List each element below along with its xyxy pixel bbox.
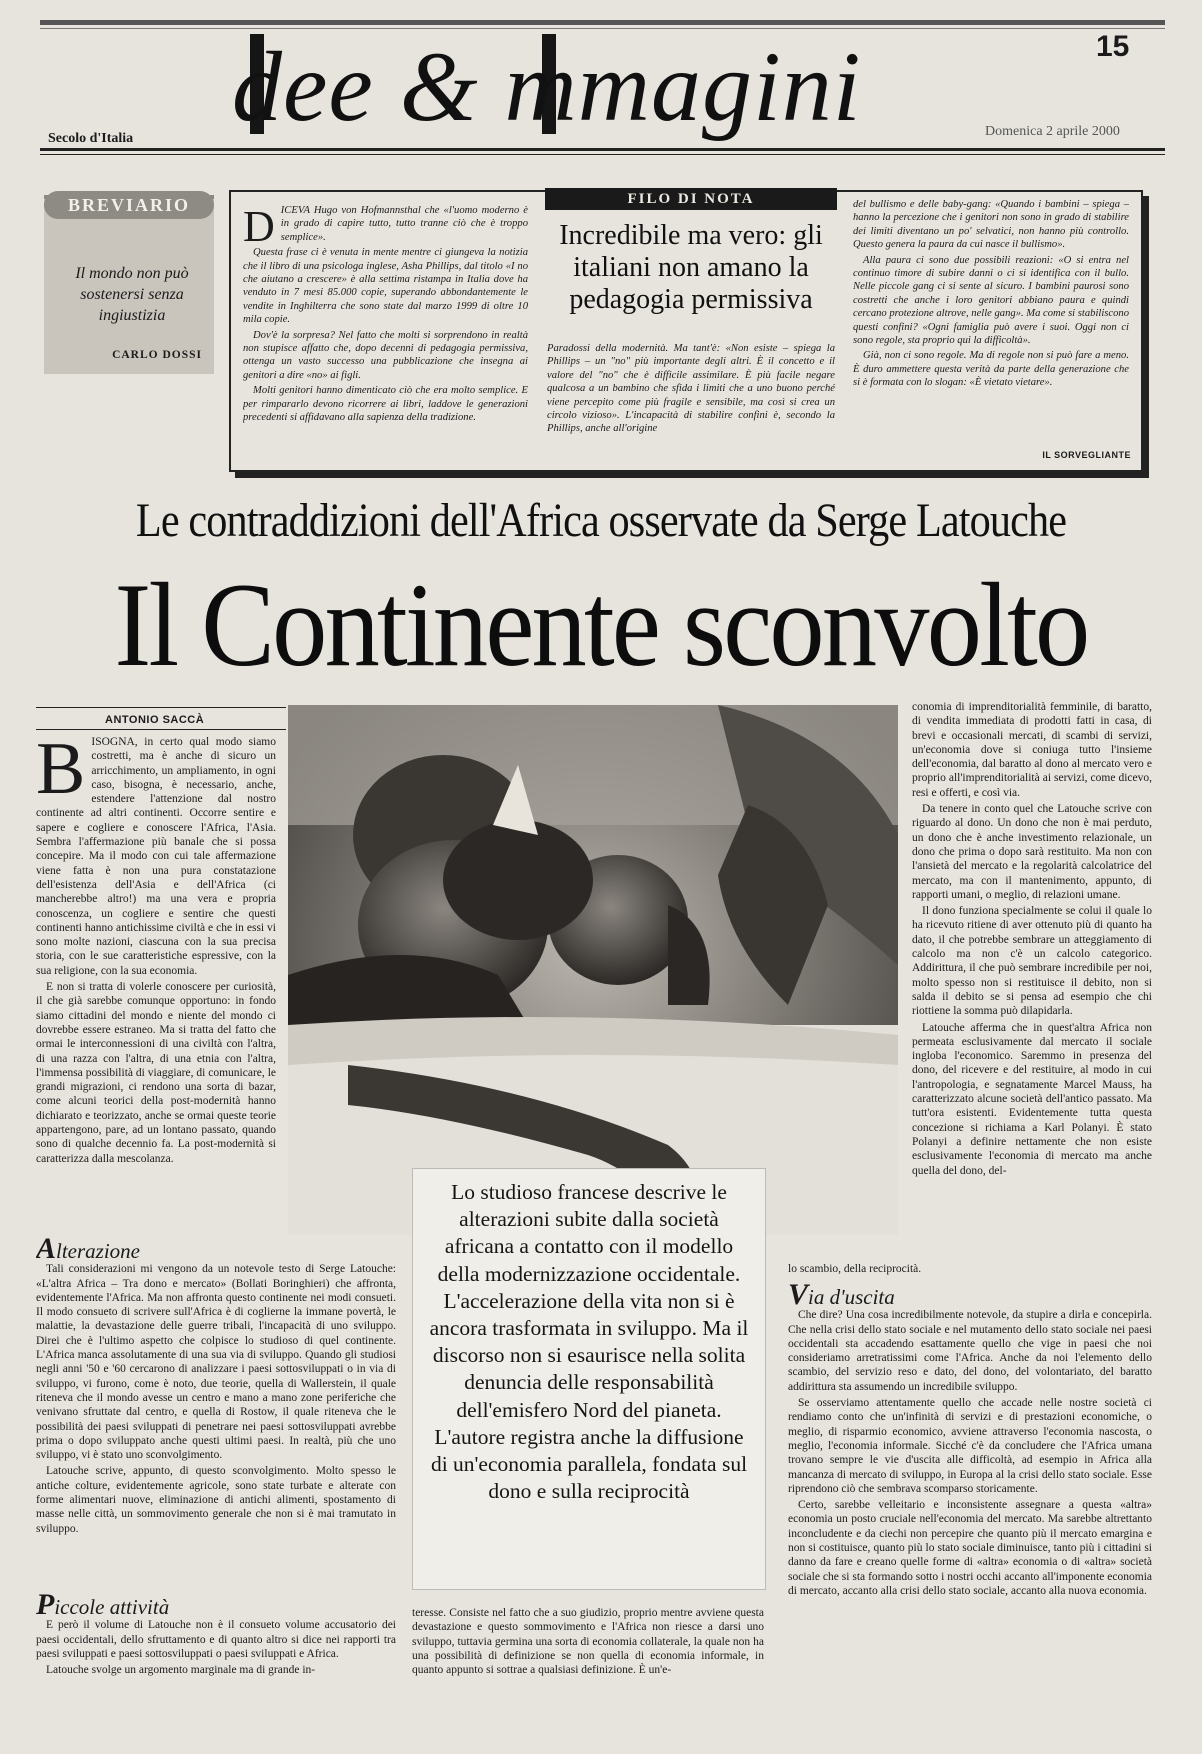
filo-col1-paragraph: Questa frase ci è venuta in mente mentre ci giungeva la notizia che il libro di una psicologa inglese, Asha Phillips, dal titolo «I no che aiutano a crescere» è alla settima ristampa in Italia dove ha venduto in 7 mesi 85.000 copie, superando abbondantemente le vendite in Inghilterra che sono state dal marzo 1999 di oltre 10 mila copie. <box>243 247 528 326</box>
article-kicker: Le contraddizioni dell'Africa osservate da Serge Latouche <box>135 494 1067 547</box>
right-column-continuation: lo scambio, della reciprocità. <box>788 1263 922 1275</box>
issue-date: Domenica 2 aprile 2000 <box>985 124 1120 139</box>
via-paragraph: Se osserviamo attentamente quello che accade nelle nostre società ci rendiamo conto che un'infinità di servizi e di prestazioni economiche, o meglio, di risparmio economico, avviene attraverso l'economia nascosta, o meglio, l'economia informale. Sicché c'è da concludere che l'Africa umana trovano sempre le vie d'uscita alle difficoltà, ad esempio in Africa alla mancanza di mercato di sviluppo, in Europa al la crisi dello stato sociale. Esse riprendono ciò che sembrava scomparso storicamente. <box>788 1397 1152 1495</box>
filo-col3-paragraph: del bullismo e delle baby-gang: «Quando i bambini – spiega – hanno la percezione che i genitori non sono in grado di stabilire dei limiti diventano un po' selvatici, non hanno più controllo. Questo genera la paura da cui nasce il bullismo». <box>853 199 1129 251</box>
filo-label: FILO DI NOTA <box>545 188 837 210</box>
alterazione-initial: A <box>36 1236 57 1265</box>
filo-col3-paragraph: Già, non ci sono regole. Ma di regole non si può fare a meno. È duro ammettere questa verità da parte della generazione che si è formata con lo slogan: «È vietato vietare». <box>853 350 1129 389</box>
breviario-box <box>44 195 214 374</box>
piccole-section <box>36 1592 396 1712</box>
article-photo <box>288 705 898 1235</box>
via-paragraph: Certo, sarebbe velleitario e inconsistente assegnare a questa «altra» economia un posto cruciale nell'economia del mercato. Ma sarebbe altrettanto inconcludente e da ciechi non percepire che quanto più il mercato emargina e non si costituisce, quanto più lo stato sociale diminuisce, tanto più i cittadini si danno da fare e creano quelle forme di «altra» economia o di «altra» società sociale che si sta formando sotto i nostri occhi accanto all'imponente economia di mercato, accanto alla crisi dello stato sociale, accanto alla nuova economia. <box>788 1499 1152 1597</box>
filo-dropcap: D <box>243 204 275 251</box>
page-number: 15 <box>1096 30 1130 63</box>
alterazione-title-rest: lterazione <box>56 1239 141 1263</box>
top-border-thin <box>40 28 1165 29</box>
piccole-title-rest: iccole attività <box>54 1595 170 1619</box>
piccole-heading <box>36 1592 396 1621</box>
right-paragraph: Il dono funziona specialmente se colui il quale lo ha ricevuto ritiene di aver ottenuto più di quanto ha dato, il che potrebbe sembrare un atteggiamento di calcolo ma non c'è un calcolo categorico. Addirittura, il che può sembrare incredibile per noi, molto spesso non si restituisce il debito, non si salda il debito se si pensa ad esempio che chi riottiene la somma può dilapidarla. <box>912 905 1152 1018</box>
filo-col-1 <box>243 204 528 464</box>
left-paragraph: ISOGNA, in certo qual modo siamo costretti, ma è anche di sicuro un arricchimento, un ampliamento, in ogni caso, bisogna, è necessario, anche, estendere l'attenzione dal nostro continente ad altri continenti. Occorre sentire e sapere e cogliere e conoscere l'Africa, l'Asia. Sembra l'affermazione più banale che si possa concepire. Ma il modo con cui tale affermazione viene fatta è non una pura constatazione dell'esistenza dell'Asia e dell'Africa (ci mancherebbe altro!) ma una vera e propria conoscenza, un cogliere e sentire che questi continenti hanno antichissime civiltà e che in essi vi sono molte nazioni, ciascuna con la sua precisa storia, con le sue caratteristiche espressive, con la sua religione, con la sua economia. <box>36 736 276 977</box>
alterazione-paragraph: Tali considerazioni mi vengono da un notevole testo di Serge Latouche: «L'altra Africa – Tra dono e mercato» (Bollati Boringhieri) che affronta, evidentemente l'Africa. Ma non affronta questo continente nei modi consueti. Il modo consueto di scrivere sull'Africa è di coglierne la immane povertà, le malattie, la devastazione delle guerre tribali, l'incapacità di uno sviluppo. Direi che è l'ultimo aspetto che colpisce lo studioso di quel continente. L'Africa manca assolutamente di una sua via di sviluppo. Quando gli studiosi negli anni '50 e '60 cercarono di analizzare i paesi sottosviluppati o in via di sviluppo, vi furono, come è noto, due teorie, quella di Wallerstein, il quale riteneva che il mondo avesse un centro e mano a mano zone periferiche che venivano sfruttate dal centro, e quella di Rostow, il quale riteneva che le possibilità dei paesi sviluppati di penetrare nei paesi sottosviluppati avrebbe prima o dopo sviluppato anche questi ultimi paesi. In realtà, più che uno sviluppo, vi è stato uno sconvolgimento. <box>36 1263 396 1462</box>
bottom-middle-column: teresse. Consiste nel fatto che a suo giudizio, proprio mentre avviene questa devastazione e questo sommovimento e l'Africa non riesce a darsi uno sviluppo, tuttavia germina una sorta di economia collaterale, la quale non ha una possibilità di definizione se non quella di economia informale, in quanto appunto si sottrae a qualsiasi definizione. È un'e- <box>412 1607 764 1677</box>
filo-col2-paragraph: Paradossi della modernità. Ma tant'è: «Non esiste – spiega la Phillips – un "no" più importante degli altri. È il concetto e il valore del "no" che è difficile assimilare. È più facile negare qualcosa a un bambino che sfida i limiti che a uno buono perché viene percepito come più fragile e sensibile, ma così si crea un circolo vizioso». L'incapacità di stabilire confini è, secondo la Phillips, anche all'origine <box>547 343 835 435</box>
right-column <box>912 700 1152 1230</box>
left-dropcap: B <box>36 735 86 810</box>
via-paragraph: Che dire? Una cosa incredibilmente notevole, da stupire a dirla e concepirla. Che nella crisi dello stato sociale e nel mutamento dello stato sociale nei paesi occidentali sta accadendo esattamente quello che vige in paesi che noi consideriamo arretratissimi come l'Africa. Anche da noi l'elemento dello scambio, del servizio reso e dato, del dono, del volontariato, del baratto addirittura sta assumendo un incredibile sviluppo. <box>788 1309 1152 1393</box>
filo-signature: IL SORVEGLIANTE <box>1042 450 1131 460</box>
via-initial: V <box>788 1282 809 1311</box>
filo-col-3 <box>853 198 1129 446</box>
filo-col-2 <box>545 188 837 436</box>
alterazione-heading <box>36 1236 396 1265</box>
filo-col3-paragraph: Alla paura ci sono due possibili reazioni: «O si entra nel continuo timore di subire danni o ci si identifica con il bullo. Nelle piccole gang ci si sente al sicuro. I bambini paurosi sono costretti che anche i loro genitori abbiano paura e quindi cercano protezione altrove, nelle gang». Ma come si stabiliscono questi confini? «Ogni famiglia può avere i suoi. Oggi non ci sono regole, sta proprio qui la difficoltà». <box>853 254 1129 347</box>
right-paragraph: Latouche afferma che in quest'altra Africa non permeata esclusivamente dal mercato il sociale ingloba l'economico. Saremmo in presenza del dono, del ricevere e del restituire, al modo in cui l'antropologia, e segnatamente Marcel Mauss, ha caratterizzato alcune società dell'antico passato. Ma tutt'ora esistenti. Evidentemente tutta questa concezione si richiama a Karl Polanyi. È stato Polanyi a definire nettamente che non esiste esclusivamente l'economia di mercato ma anche quella del dono, del- <box>912 1021 1152 1177</box>
breviario-quote: Il mondo non può sostenersi senza ingiustizia <box>75 265 189 324</box>
pullquote-text: Lo studioso francese descrive le alterazioni subite dalla società africana a contatto con il modello della modernizzazione occidentale. L'accelerazione della vita non si è ancora trasformata in sviluppo. Ma il discorso non si esaurisce nella solita denuncia delle responsabilità dell'emisfero Nord del pianeta. L'autore registra anche la diffusione di un'economia parallela, fondata sul dono e sulla reciprocità <box>429 1180 749 1504</box>
filo-di-nota-box <box>229 190 1143 472</box>
piccole-initial: P <box>36 1592 55 1621</box>
alterazione-section <box>36 1236 396 1586</box>
piccole-paragraph: Latouche svolge un argomento marginale ma di grande in- <box>46 1664 316 1677</box>
breviario-author: CARLO DOSSI <box>112 349 202 361</box>
alterazione-paragraph: Latouche scrive, appunto, di questo sconvolgimento. Molto spesso le antiche colture, evidentemente agricole, sono state turbate e alterate con forme alimentari nuove, eliminazione di antichi alimenti, spostamento di masse nelle città, un sommovimento generale che non si è mai tramutato in sviluppo. <box>36 1465 396 1535</box>
via-title-rest: ia d'uscita <box>808 1285 895 1309</box>
right-paragraph: Da tenere in conto quel che Latouche scrive con riguardo al dono. Un dono che non è mai perduto, un dono che è anche investimento relazionale, un dono che prima o dopo sarà restituito. Ma non con l'ansietà del mercato e la regolarità calcolatrice del mercato, ma con il mantenimento, appunto, di rapporti umani, o meglio, di relazioni umane. <box>912 803 1152 901</box>
filo-col1-paragraph: Dov'è la sorpresa? Nel fatto che molti si sorprendono in realtà non stupisce affatto che, dopo decenni di pedagogia permissiva, ottenga un vasto successo una pubblicazione che insegna ai genitori a dire «no» ai figli. <box>243 329 528 381</box>
left-paragraph: E non si tratta di volerle conoscere per curiosità, il che già sarebbe comunque opportuno: in fondo siamo cittadini del mondo e niente del mondo ci dovrebbe essere estraneo. Ma si tratta del fatto che ormai le interconnessioni di una civiltà con l'altra, di una razza con l'altra, di una etnia con l'altra, l'immensa possibilità di viaggiare, di comunicare, le grandi migrazioni, ci rendono una sorta di bazar, come alcuni teorici della post-modernità hanno dichiarato e teorizzato, anche se ormai queste teorie appartengono, pare, ad un lontano passato, quando sono di qualche decennio fa. La post-modernità si caratterizza dalla mescolanza. <box>36 981 276 1165</box>
breviario-label: BREVIARIO <box>44 191 214 219</box>
piccole-paragraph: E però il volume di Latouche non è il consueto volume accusatorio dei paesi occidentali, dello sfruttamento e di quanto altro si dice nei rapporti tra paesi sviluppati e paesi sottosviluppati o paesi sviluppati e Africa. <box>36 1619 396 1660</box>
article-headline: Il Continente sconvolto <box>114 558 1088 691</box>
children-photo-image <box>288 705 898 1235</box>
byline-rule-bottom <box>36 729 286 730</box>
left-column <box>36 735 276 1230</box>
masthead: Secolo d'Italia <box>48 131 134 146</box>
section-title: dee & mmagini <box>232 31 862 142</box>
top-border <box>40 20 1165 25</box>
filo-col1-paragraph: ICEVA Hugo von Hofmannsthal che «l'uomo moderno è in grado di capire tutto, tutto tranne ciò che è troppo semplice». <box>280 205 528 243</box>
right-paragraph: conomia di imprenditorialità femminile, di baratto, di vendita immediata di prodotti fatti in casa, di brevi e occasionali mercati, di scambi di servizi, un'economia dove si coniuga tutto l'insieme dell'economia, dal baratto al dono al mercato vero e proprio all'imprenditorialità ai servizi, come dicevo, resi e offerti, e così via. <box>912 701 1152 799</box>
filo-col1-paragraph: Molti genitori hanno dimenticato ciò che era molto semplice. E per rimpararlo devono ricorrere ai libri, laddove le generazioni precedenti si affidavano alla sapienza della tradizione. <box>243 385 528 424</box>
article-byline: ANTONIO SACCÀ <box>105 714 205 726</box>
header-bottom-rule-thin <box>40 154 1165 155</box>
byline-rule <box>36 707 286 708</box>
via-heading <box>788 1282 1152 1311</box>
pullquote-box <box>412 1168 766 1590</box>
filo-headline: Incredibile ma vero: gli italiani non amano la pedagogia permissiva <box>559 220 823 315</box>
via-section <box>788 1282 1152 1712</box>
header-bottom-rule <box>40 148 1165 151</box>
